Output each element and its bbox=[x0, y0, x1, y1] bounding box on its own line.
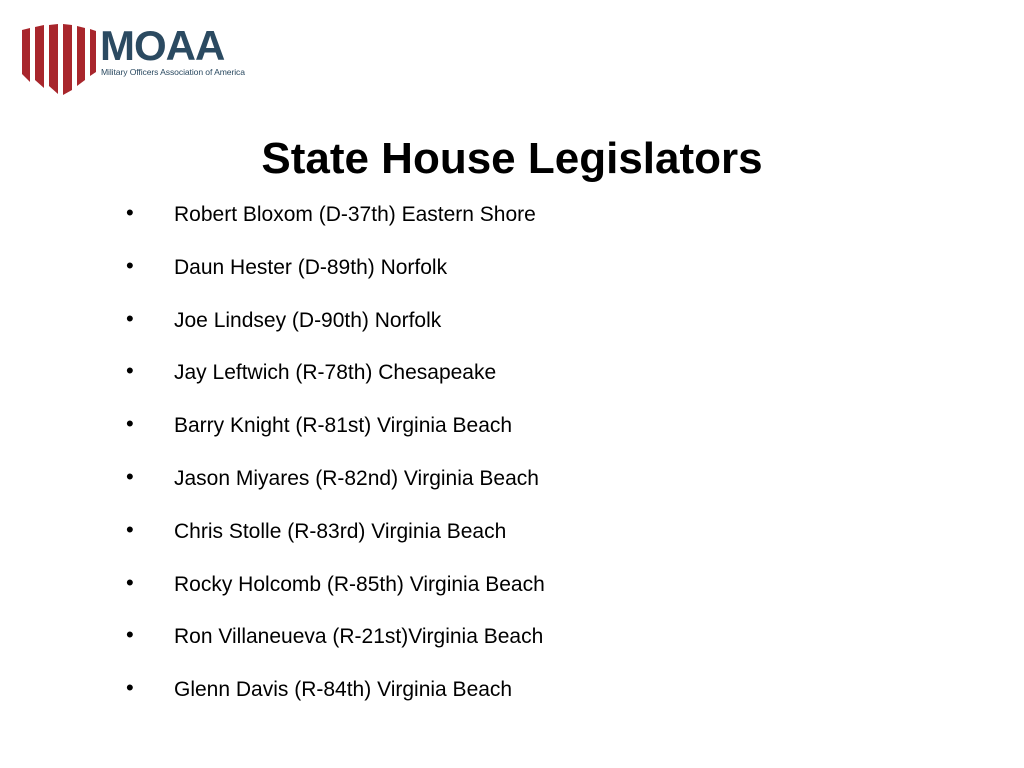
slide-title: State House Legislators bbox=[261, 134, 763, 183]
logo-tagline: Military Officers Association of America bbox=[101, 67, 245, 77]
bullet-icon: • bbox=[126, 622, 134, 648]
bullet-icon: • bbox=[126, 252, 134, 278]
logo-wordmark: MOAA bbox=[100, 22, 225, 69]
bullet-icon: • bbox=[126, 569, 134, 595]
legislator-entry: Joe Lindsey (D-90th) Norfolk bbox=[174, 308, 442, 332]
legislator-entry: Daun Hester (D-89th) Norfolk bbox=[174, 255, 448, 279]
bullet-icon: • bbox=[126, 463, 134, 489]
moaa-logo bbox=[22, 24, 252, 96]
bullet-icon: • bbox=[126, 358, 134, 384]
bullet-icon: • bbox=[126, 516, 134, 542]
bullet-icon: • bbox=[126, 200, 134, 225]
legislator-entry: Glenn Davis (R-84th) Virginia Beach bbox=[174, 678, 513, 702]
legislator-entry: Jason Miyares (R-82nd) Virginia Beach bbox=[174, 466, 539, 490]
legislator-entry: Ron Villaneueva (R-21st)Virginia Beach bbox=[174, 625, 544, 649]
legislator-entry: Chris Stolle (R-83rd) Virginia Beach bbox=[174, 519, 507, 543]
legislator-entry: Rocky Holcomb (R-85th) Virginia Beach bbox=[174, 572, 545, 596]
bullet-icon: • bbox=[126, 411, 134, 437]
flag-stripes-icon bbox=[22, 24, 98, 96]
legislator-entry: Barry Knight (R-81st) Virginia Beach bbox=[174, 414, 513, 438]
bullet-icon: • bbox=[126, 675, 134, 701]
bullet-icon: • bbox=[126, 305, 134, 331]
legislator-entry: Robert Bloxom (D-37th) Eastern Shore bbox=[174, 203, 536, 226]
legislator-entry: Jay Leftwich (R-78th) Chesapeake bbox=[174, 361, 497, 385]
